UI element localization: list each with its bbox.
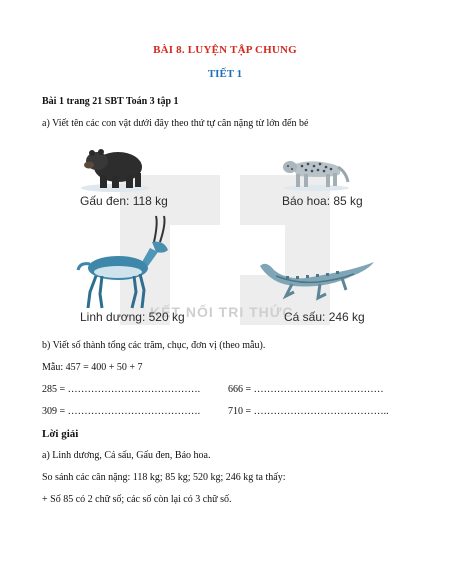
antelope-caption: Linh dương: 520 kg (80, 310, 185, 324)
exercise-heading: Bài 1 trang 21 SBT Toán 3 tập 1 (42, 96, 179, 107)
leopard-caption: Báo hoa: 85 kg (282, 194, 363, 208)
part-b-item-285: 285 = …………………………………. (42, 384, 201, 395)
bear-caption: Gấu đen: 118 kg (80, 194, 168, 208)
part-a-prompt: a) Viết tên các con vật dưới đây theo thứ tự cân nặng từ lớn đến bé (42, 118, 309, 129)
part-b-item-666: 666 = ………………………………… (228, 384, 384, 395)
leopard-image (278, 152, 350, 192)
solution-answer-a: a) Linh dương, Cá sấu, Gấu đen, Báo hoa. (42, 450, 211, 461)
lesson-title: BÀI 8. LUYỆN TẬP CHUNG (153, 44, 297, 56)
crocodile-image (256, 252, 376, 302)
solution-compare: So sánh các cân nặng: 118 kg; 85 kg; 520 kg; 246 kg ta thấy: (42, 472, 286, 483)
part-b-prompt: b) Viết số thành tổng các trăm, chục, đơn vị (theo mẫu). (42, 340, 266, 351)
solution-note: + Số 85 có 2 chữ số; các số còn lại có 3 chữ số. (42, 494, 232, 505)
part-b-item-710: 710 = ………………………………….. (228, 406, 389, 417)
part-b-example: Mẫu: 457 = 400 + 50 + 7 (42, 362, 143, 373)
crocodile-caption: Cá sấu: 246 kg (284, 310, 365, 324)
part-b-item-309: 309 = …………………………………. (42, 406, 201, 417)
solution-heading: Lời giải (42, 428, 79, 440)
antelope-image (72, 214, 182, 312)
watermark-text: KẾT NỐI TRI THỨC (150, 304, 294, 320)
lesson-subtitle: TIẾT 1 (207, 68, 243, 80)
bear-image (80, 140, 150, 192)
